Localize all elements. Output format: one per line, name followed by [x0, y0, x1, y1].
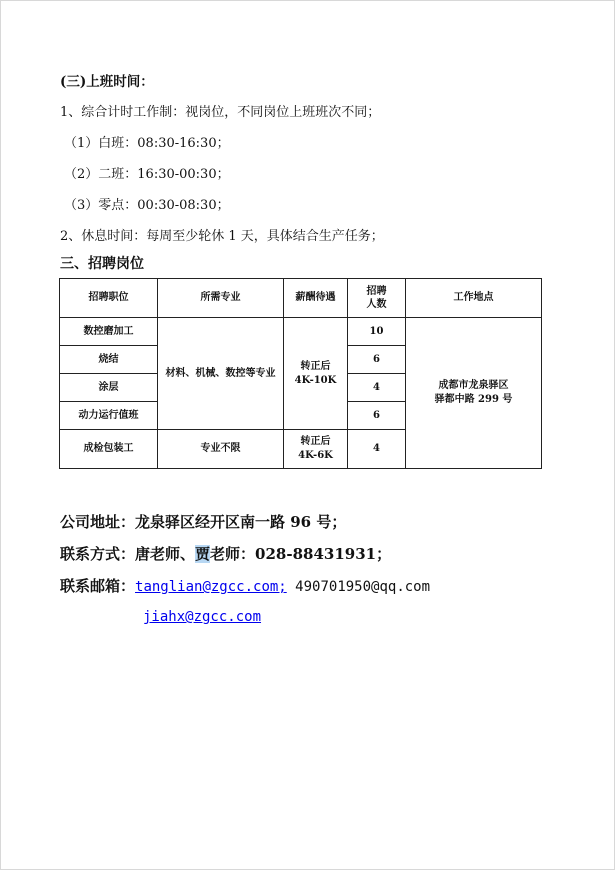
- header-count: 招聘人数: [348, 279, 406, 318]
- email-link-3[interactable]: jiahx@zgcc.com: [143, 609, 262, 625]
- email-line: [60, 575, 430, 596]
- header-salary: 薪酬待遇: [284, 279, 348, 318]
- cell-count: 10: [348, 318, 406, 346]
- work-time-heading: (三)上班时间：: [60, 74, 154, 90]
- table-row: [60, 318, 542, 346]
- cell-position: 动力运行值班: [60, 402, 158, 430]
- shift-day: （1）白班：08:30-16:30；: [64, 136, 230, 151]
- work-system-line: 1、综合计时工作制：视岗位，不同岗位上班班次不同；: [60, 105, 381, 120]
- cell-position: 数控磨加工: [60, 318, 158, 346]
- phone-line: [60, 543, 391, 564]
- email-link-1[interactable]: tanglian@zgcc.com;: [135, 579, 287, 595]
- header-location: 工作地点: [406, 279, 542, 318]
- cell-salary-group2: 转正后 4K-6K: [284, 430, 348, 469]
- cell-location: 成都市龙泉驿区 驿都中路 299 号: [406, 318, 542, 469]
- address-value: 龙泉驿区经开区南一路 96 号；: [135, 513, 347, 531]
- address-line: [60, 511, 346, 532]
- positions-table: [59, 278, 542, 469]
- shift-second: （2）二班：16:30-00:30；: [64, 167, 230, 182]
- header-major: 所需专业: [158, 279, 284, 318]
- cell-count: 4: [348, 374, 406, 402]
- cell-position: 烧结: [60, 346, 158, 374]
- cell-major-group1: 材料、机械、数控等专业: [158, 318, 284, 430]
- phone-label: 联系方式：: [60, 545, 136, 563]
- cell-salary-group1: 转正后 4K-10K: [284, 318, 348, 430]
- cell-major-group2: 专业不限: [158, 430, 284, 469]
- cell-position: 涂层: [60, 374, 158, 402]
- table-header-row: [60, 279, 542, 318]
- shift-night: （3）零点：00:30-08:30；: [64, 198, 230, 213]
- cell-count: 6: [348, 402, 406, 430]
- email-label: 联系邮箱：: [60, 577, 136, 595]
- rest-time-line: 2、休息时间：每周至少轮休 1 天，具体结合生产任务；: [60, 229, 384, 244]
- cell-count: 6: [348, 346, 406, 374]
- email-2: 490701950@qq.com: [295, 579, 431, 595]
- positions-heading: 三、招聘岗位: [60, 256, 144, 272]
- phone-contact-1: 唐老师、: [135, 545, 196, 563]
- cell-position: 成检包装工: [60, 430, 158, 469]
- phone-contact-2: 老师：028-88431931；: [210, 545, 392, 563]
- header-position: 招聘职位: [60, 279, 158, 318]
- phone-highlighted-char: 贾: [195, 545, 211, 563]
- email-line-2: [143, 607, 261, 625]
- cell-count: 4: [348, 430, 406, 469]
- address-label: 公司地址：: [60, 513, 136, 531]
